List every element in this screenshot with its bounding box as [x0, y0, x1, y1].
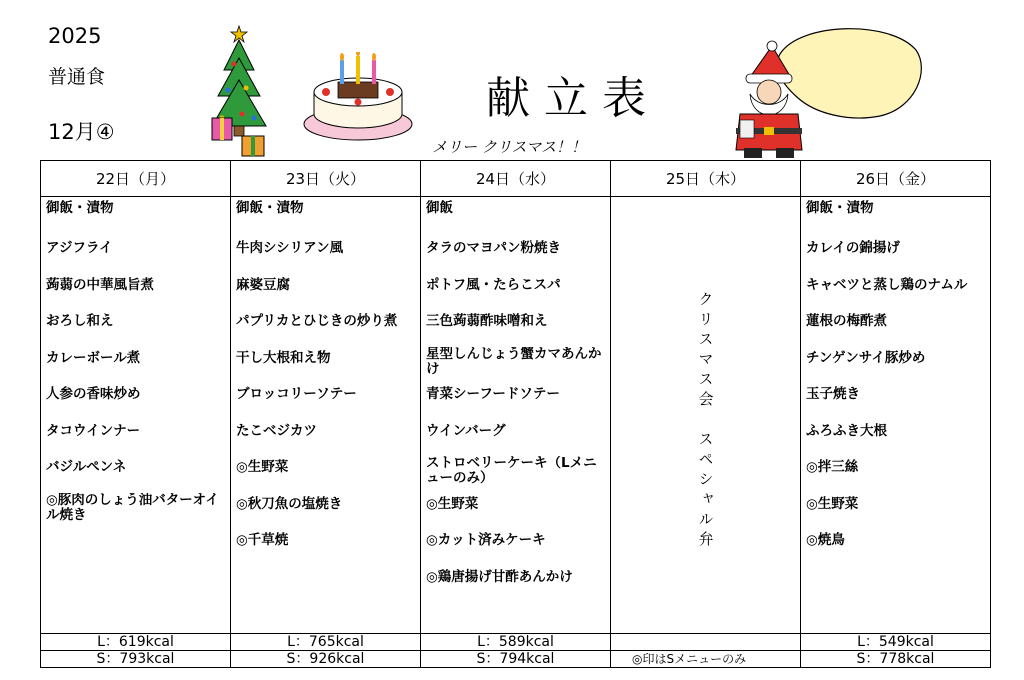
- special-event-text: クリスマス会 スペシャル弁: [696, 291, 715, 551]
- day-header-thu: 25日（木）: [611, 161, 801, 197]
- menu-item: ◎生野菜: [806, 495, 859, 512]
- menu-item: ◎豚肉のしょう油バターオイル焼き: [46, 492, 219, 523]
- menu-item: 御飯・漬物: [806, 200, 874, 216]
- menu-item: 御飯・漬物: [236, 200, 304, 216]
- menu-item: ウインバーグ: [426, 422, 506, 439]
- menu-item: ◎焼鳥: [806, 532, 845, 548]
- menu-item: 星型しんじょう蟹カマあんかけ: [426, 346, 602, 377]
- menu-item: ◎千草焼: [236, 532, 289, 548]
- menu-item: 干し大根和え物: [236, 349, 331, 366]
- menu-item: カレイの錦揚げ: [806, 240, 900, 256]
- menu-item: チンゲンサイ豚炒め: [806, 349, 926, 366]
- day-header-tue: 23日（火）: [231, 161, 421, 197]
- menu-item: 蓮根の梅酢煮: [806, 313, 887, 329]
- menu-item: 御飯: [426, 200, 453, 216]
- menu-item: タラのマヨパン粉焼き: [426, 240, 561, 256]
- kcal-l-tue: L：765kcal: [231, 634, 421, 651]
- christmas-cake-icon: [302, 52, 414, 142]
- year-label: 2025: [48, 24, 102, 48]
- menu-item: 御飯・漬物: [46, 200, 114, 216]
- menu-column-wed: [421, 197, 611, 634]
- kcal-s-fri: S：778kcal: [801, 651, 991, 668]
- menu-column-fri: [801, 197, 991, 634]
- menu-item: ポトフ風・たらこスパ: [426, 276, 561, 293]
- menu-item: ◎鶏唐揚げ甘酢あんかけ: [426, 568, 573, 585]
- menu-items-row: [41, 197, 991, 634]
- santa-claus-icon: [720, 24, 928, 162]
- menu-item: たこベジカツ: [236, 422, 317, 439]
- menu-column-thu: [611, 197, 801, 634]
- menu-item: ◎生野菜: [426, 495, 479, 512]
- christmas-tree-icon: [208, 18, 270, 158]
- day-header-wed: 24日（水）: [421, 161, 611, 197]
- menu-item: 麻婆豆腐: [236, 276, 290, 293]
- meal-type-label: 普通食: [48, 66, 106, 88]
- menu-item: ◎秋刀魚の塩焼き: [236, 495, 343, 512]
- menu-item: パプリカとひじきの炒り煮: [236, 313, 398, 329]
- kcal-l-fri: L：549kcal: [801, 634, 991, 651]
- kcal-l-row: [41, 634, 991, 651]
- page-title: 献立表: [486, 73, 660, 124]
- kcal-s-wed: S：794kcal: [421, 651, 611, 668]
- menu-table: [40, 160, 991, 668]
- kcal-s-row: [41, 651, 991, 668]
- menu-item: ◎カット済みケーキ: [426, 532, 546, 548]
- menu-item: タコウインナー: [46, 422, 141, 439]
- menu-item: キャベツと蒸し鶏のナムル: [806, 276, 968, 293]
- menu-item: ふろふき大根: [806, 422, 887, 439]
- kcal-s-mon: S：793kcal: [41, 651, 231, 668]
- day-header-row: [41, 161, 991, 197]
- menu-item: 蒟蒻の中華風旨煮: [46, 276, 154, 293]
- menu-item: ストロベリーケーキ（Lメニューのみ）: [426, 456, 597, 486]
- day-header-fri: 26日（金）: [801, 161, 991, 197]
- kcal-s-tue: S：926kcal: [231, 651, 421, 668]
- menu-item: 人参の香味炒め: [46, 386, 141, 402]
- footer-note: ◎印はSメニューのみ: [632, 652, 747, 666]
- menu-item: 青菜シーフードソテー: [426, 386, 560, 402]
- menu-item: 牛肉シシリアン風: [236, 240, 344, 256]
- month-label: 12月④: [48, 120, 115, 144]
- menu-item: ブロッコリーソテー: [236, 386, 357, 402]
- menu-item: アジフライ: [46, 240, 113, 256]
- greeting-text: メリー クリスマス！！: [432, 138, 587, 156]
- menu-item: おろし和え: [46, 313, 114, 329]
- kcal-l-mon: L：619kcal: [41, 634, 231, 651]
- menu-item: 三色蒟蒻酢味噌和え: [426, 313, 548, 329]
- menu-column-tue: [231, 197, 421, 634]
- menu-item: 玉子焼き: [806, 386, 860, 402]
- day-header-mon: 22日（月）: [41, 161, 231, 197]
- kcal-l-wed: L：589kcal: [421, 634, 611, 651]
- menu-item: バジルペンネ: [46, 459, 127, 475]
- menu-item: カレーボール煮: [46, 349, 141, 366]
- menu-item: ◎拌三絲: [806, 459, 859, 475]
- menu-column-mon: [41, 197, 231, 634]
- kcal-l-thu: [611, 634, 801, 651]
- menu-item: ◎生野菜: [236, 459, 289, 475]
